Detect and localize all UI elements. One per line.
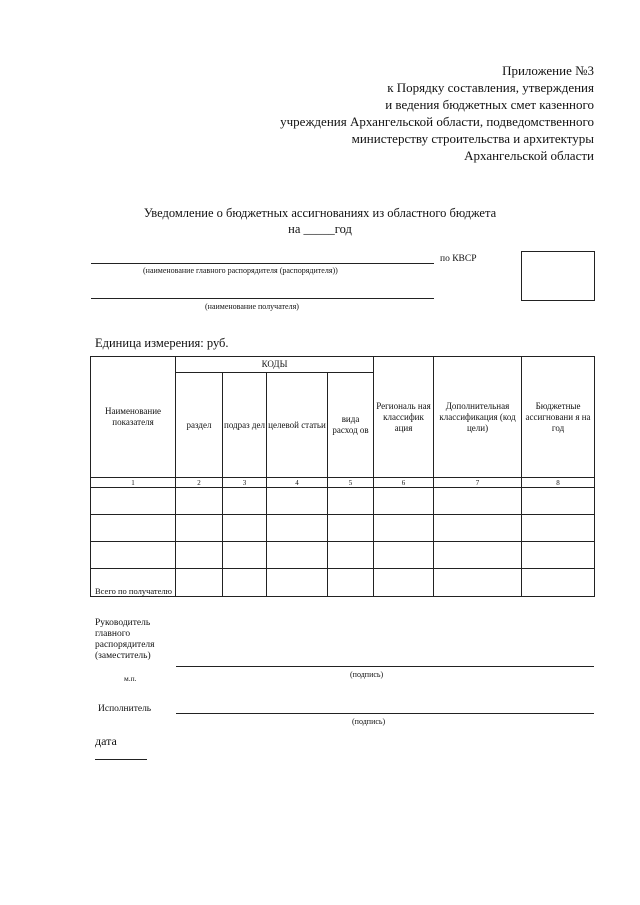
table-cell[interactable]	[223, 488, 267, 515]
table-row	[91, 542, 595, 569]
header-expense-type: вида расход ов	[328, 373, 374, 478]
table-cell[interactable]	[267, 569, 328, 597]
table-cell[interactable]	[434, 542, 522, 569]
table-cell[interactable]	[91, 542, 176, 569]
executor-signature-line[interactable]	[176, 713, 594, 714]
header-regional: Региональ ная классифик ация	[374, 357, 434, 478]
table-cell[interactable]	[522, 569, 595, 597]
main-manager-line[interactable]	[91, 263, 434, 264]
table-cell[interactable]	[91, 488, 176, 515]
unit-of-measure: Единица измерения: руб.	[95, 336, 229, 350]
appendix-line: учреждения Архангельской области, подведомственного	[280, 114, 594, 129]
column-number: 1	[91, 478, 176, 488]
table-cell[interactable]	[176, 569, 223, 597]
header-subsection: подраз дел	[223, 373, 267, 478]
date-label: дата	[95, 734, 117, 748]
table-cell[interactable]	[223, 542, 267, 569]
head-signature-line[interactable]	[176, 666, 594, 667]
document-title	[0, 205, 640, 237]
main-manager-caption: (наименование главного распорядителя (распорядителя))	[143, 266, 338, 275]
table-cell[interactable]	[434, 569, 522, 597]
executor-signature-caption: (подпись)	[352, 717, 386, 726]
table-cell[interactable]	[328, 488, 374, 515]
document-title-line2: на _____год	[288, 222, 352, 236]
recipient-caption: (наименование получателя)	[205, 302, 299, 311]
table-cell[interactable]	[267, 488, 328, 515]
table-cell[interactable]	[434, 515, 522, 542]
total-row	[91, 569, 595, 597]
table-cell[interactable]	[522, 488, 595, 515]
table-cell[interactable]	[374, 488, 434, 515]
header-section: раздел	[176, 373, 223, 478]
header-name: Наименование показателя	[91, 357, 176, 478]
table-cell[interactable]	[374, 515, 434, 542]
appendix-line: к Порядку составления, утверждения	[387, 80, 594, 95]
column-number: 3	[223, 478, 267, 488]
column-number: 4	[267, 478, 328, 488]
table-cell[interactable]	[374, 569, 434, 597]
table-cell[interactable]	[522, 542, 595, 569]
recipient-line[interactable]	[91, 298, 434, 299]
table-cell[interactable]	[328, 542, 374, 569]
table-cell[interactable]	[223, 569, 267, 597]
header-codes: КОДЫ	[176, 357, 374, 373]
kvsr-label: по КВСР	[440, 254, 477, 264]
appendix-block	[280, 62, 594, 164]
table-row	[91, 515, 595, 542]
column-number: 2	[176, 478, 223, 488]
table-cell[interactable]	[176, 488, 223, 515]
table-cell[interactable]	[176, 515, 223, 542]
table-cell[interactable]	[91, 515, 176, 542]
table-cell[interactable]	[374, 542, 434, 569]
appendix-line: и ведения бюджетных смет казенного	[385, 97, 594, 112]
table-cell[interactable]	[223, 515, 267, 542]
stamp-place-label: м.п.	[124, 674, 137, 683]
allocations-table	[90, 356, 595, 597]
header-additional: Дополнительная классификация (код цели)	[434, 357, 522, 478]
table-cell[interactable]	[176, 542, 223, 569]
appendix-line: Приложение №3	[502, 63, 594, 78]
table-cell[interactable]	[267, 542, 328, 569]
column-number: 5	[328, 478, 374, 488]
date-line[interactable]	[95, 759, 147, 760]
column-number: 6	[374, 478, 434, 488]
column-number: 7	[434, 478, 522, 488]
table-cell[interactable]	[328, 569, 374, 597]
appendix-line: Архангельской области	[464, 148, 594, 163]
table-cell[interactable]	[328, 515, 374, 542]
appendix-line: министерству строительства и архитектуры	[351, 131, 594, 146]
total-label: Всего по получателю	[91, 569, 176, 597]
table-cell[interactable]	[434, 488, 522, 515]
table-cell[interactable]	[267, 515, 328, 542]
table-row	[91, 488, 595, 515]
document-title-line1: Уведомление о бюджетных ассигнованиях из областного бюджета	[143, 206, 497, 220]
column-number: 8	[522, 478, 595, 488]
executor-label: Исполнитель	[98, 704, 152, 714]
header-target: целевой статьи	[267, 373, 328, 478]
head-signature-caption: (подпись)	[350, 670, 384, 679]
table-cell[interactable]	[522, 515, 595, 542]
head-label: Руководитель главного распорядителя (заместитель)	[95, 618, 155, 661]
header-budget: Бюджетные ассигновани я на год	[522, 357, 595, 478]
kvsr-code-box[interactable]	[521, 251, 595, 301]
